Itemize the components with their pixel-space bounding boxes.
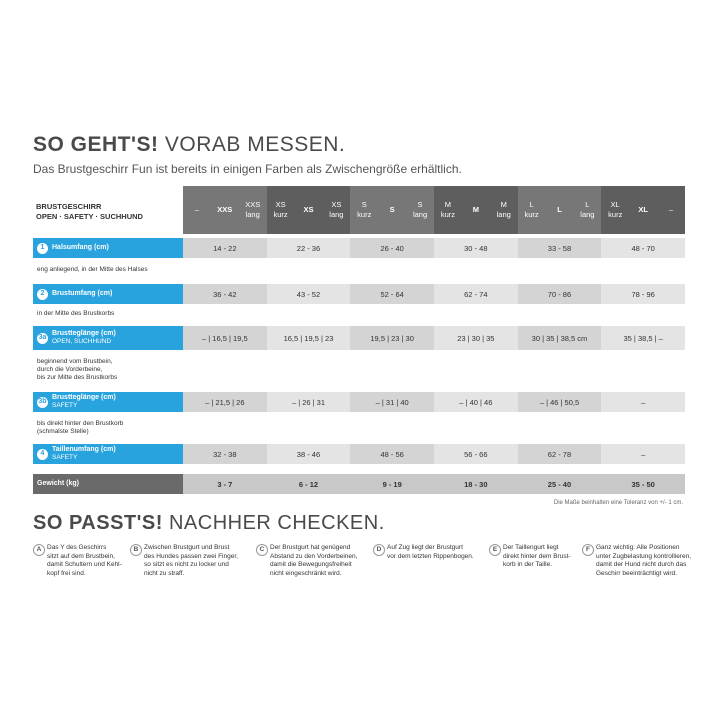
tip-item <box>582 544 691 578</box>
size-name: S <box>361 200 367 209</box>
size-name: L <box>585 200 590 209</box>
size-name: L <box>557 205 562 214</box>
table-row <box>33 238 685 258</box>
value-cell: 25 - 40 <box>518 474 602 494</box>
subtitle: Das Brustgeschirr Fun ist bereits in einigen Farben als Zwischengröße erhältlich. <box>33 162 462 176</box>
value-cell: 19,5 | 23 | 30 <box>350 326 434 350</box>
value-cell: 43 - 52 <box>267 284 351 304</box>
tip-text <box>373 544 474 561</box>
value-cell: 18 - 30 <box>434 474 518 494</box>
value-cell: 35 | 38,5 | – <box>601 326 685 350</box>
tip-letter-badge: E <box>489 544 501 556</box>
size-column-header <box>490 186 518 234</box>
size-column-header <box>239 186 267 234</box>
tip-text-line: damit der Hund nicht durch das <box>596 561 687 568</box>
tip-text-line: so sitzt es nicht zu locker und <box>144 561 229 568</box>
size-column-header <box>434 186 462 234</box>
table-row <box>33 284 685 304</box>
value-cell: 30 - 48 <box>434 238 518 258</box>
size-name: L <box>529 200 534 209</box>
size-variant: lang <box>245 210 260 219</box>
table-header <box>33 186 685 234</box>
value-cell: – | 40 | 46 <box>434 392 518 412</box>
size-name: XS <box>303 205 314 214</box>
value-cell: 56 - 66 <box>434 444 518 464</box>
size-variant: lang <box>329 210 344 219</box>
tip-text-line: des Hundes passen zwei Finger, <box>144 552 238 560</box>
row-label-text <box>37 392 116 412</box>
size-column-header <box>462 186 490 234</box>
value-cell: 62 - 78 <box>518 444 602 464</box>
tip-text-line: damit die Bewegungsfreiheit <box>270 561 352 568</box>
size-variant: lang <box>580 210 595 219</box>
size-name: XL <box>638 205 648 214</box>
header-label-line: BRUSTGESCHIRR <box>36 202 102 211</box>
row-label-name: Brustumfang (cm) <box>52 290 113 297</box>
size-name: S <box>417 200 423 209</box>
section-title-bold: SO PASST'S! <box>33 512 163 534</box>
value-cell: 26 - 40 <box>350 238 434 258</box>
size-variant: lang <box>496 210 511 219</box>
size-variant: lang <box>412 210 428 219</box>
size-column-header <box>211 186 239 234</box>
row-description: in der Mitte des Brustkorbs <box>37 310 115 317</box>
table-row <box>33 474 685 494</box>
value-cell: – <box>601 444 685 464</box>
size-variant: kurz <box>440 210 456 219</box>
size-column-header <box>267 186 295 234</box>
tip-letter-badge: B <box>130 544 142 556</box>
table-row <box>33 326 685 350</box>
size-name: XXS <box>217 205 233 214</box>
row-label <box>33 444 183 464</box>
size-name: S <box>389 205 395 214</box>
row-label-text <box>37 238 109 258</box>
row-label-variant: SAFETY <box>52 454 78 461</box>
tip-item <box>130 544 238 578</box>
row-label <box>33 392 183 412</box>
size-column-header <box>546 186 574 234</box>
tip-text-line: Auf Zug liegt der Brustgurt <box>387 544 463 551</box>
value-cell: 30 | 35 | 38,5 cm <box>518 326 602 350</box>
value-cell: – | 16,5 | 19,5 <box>183 326 267 350</box>
tip-text <box>256 544 357 578</box>
value-cell: – <box>601 392 685 412</box>
title-bold: SO GEHT'S! <box>33 133 159 156</box>
size-name: – <box>194 205 200 214</box>
size-column-header <box>183 186 211 234</box>
row-label-name: Halsumfang (cm) <box>52 244 109 251</box>
value-cell: 35 - 50 <box>601 474 685 494</box>
size-column-header <box>350 186 378 234</box>
size-name: M <box>444 200 452 209</box>
size-column-header <box>295 186 323 234</box>
step-number-badge: 3b <box>37 397 48 408</box>
row-label-variant: OPEN, SUCHHUND <box>52 338 112 345</box>
row-label-name: Brustteglänge (cm) <box>52 330 116 337</box>
title-rest: VORAB MESSEN. <box>164 133 346 156</box>
row-label <box>33 284 183 304</box>
row-description: (schmalste Stelle) <box>37 428 89 435</box>
size-name: M <box>500 200 507 209</box>
size-column-header <box>601 186 629 234</box>
row-description: durch die Vorderbeine, <box>37 366 103 373</box>
row-description: bis direkt hinter den Brustkorb <box>37 420 124 427</box>
tip-text-line: nicht eingeschränkt wird. <box>270 569 342 577</box>
value-cell: – | 31 | 40 <box>350 392 434 412</box>
tip-letter-badge: A <box>33 544 45 556</box>
tip-text-line: Der Taillengurt liegt <box>503 544 559 551</box>
tip-item <box>33 544 122 578</box>
value-cell: 14 - 22 <box>183 238 267 258</box>
tip-text-line: Der Brustgurt hat genügend <box>270 544 351 551</box>
size-variant: kurz <box>608 210 623 219</box>
value-cell: – | 21,5 | 26 <box>183 392 267 412</box>
row-label-text <box>37 444 116 464</box>
table-row <box>33 392 685 412</box>
step-number-badge: 2 <box>37 289 48 300</box>
row-label-variant: SAFETY <box>52 402 78 409</box>
row-label <box>33 238 183 258</box>
tip-text-line: nicht zu straff. <box>144 569 185 577</box>
tip-text-line: Zwischen Brustgurt und Brust <box>144 544 230 551</box>
tip-text-line: korb in der Taille. <box>503 561 553 568</box>
page-title <box>33 133 345 157</box>
tip-item <box>373 544 474 561</box>
value-cell: 6 - 12 <box>267 474 351 494</box>
tip-text-line: damit Schultern und Kehl- <box>47 561 122 568</box>
size-column-header <box>657 186 685 234</box>
step-number-badge: 3a <box>37 333 48 344</box>
value-cell: 78 - 96 <box>601 284 685 304</box>
size-name: M <box>472 205 479 214</box>
tip-text <box>489 544 571 570</box>
tip-text-line: vor dem letzten Rippenbogen. <box>387 552 474 560</box>
tip-text-line: unter Zugbelastung kontrollieren, <box>596 552 692 560</box>
tip-text-line: Abstand zu den Vorderbeinen, <box>270 552 358 560</box>
tip-text-line: direkt hinter dem Brust- <box>503 552 571 560</box>
value-cell: 36 - 42 <box>183 284 267 304</box>
step-number-badge: 1 <box>37 243 48 254</box>
tip-text-line: Ganz wichtig: Alle Positionen <box>596 544 680 551</box>
size-variant: kurz <box>357 210 372 219</box>
value-cell: 23 | 30 | 35 <box>434 326 518 350</box>
row-label <box>33 326 183 350</box>
tolerance-note: Die Maße beinhalten eine Toleranz von +/- 1 cm. <box>553 500 683 506</box>
size-variant: kurz <box>273 210 288 219</box>
size-name: XS <box>275 200 286 209</box>
tip-letter-badge: D <box>373 544 385 556</box>
section-title <box>33 512 385 535</box>
table-row <box>33 444 685 464</box>
value-cell: 16,5 | 19,5 | 23 <box>267 326 351 350</box>
value-cell: 32 - 38 <box>183 444 267 464</box>
section-title-rest: NACHHER CHECKEN. <box>168 512 385 534</box>
value-cell: 70 - 86 <box>518 284 602 304</box>
header-label-line: OPEN · SAFETY · SUCHHUND <box>36 212 143 221</box>
size-column-header <box>573 186 601 234</box>
tip-text-line: kopf frei sind. <box>47 569 86 577</box>
row-label-text <box>37 284 112 304</box>
tip-text-line: Das Y des Geschirrs <box>47 544 107 551</box>
header-label <box>33 186 183 234</box>
value-cell: 3 - 7 <box>183 474 267 494</box>
value-cell: 48 - 70 <box>601 238 685 258</box>
size-column-header <box>629 186 657 234</box>
row-label-name: Taillenumfang (cm) <box>52 446 116 453</box>
tip-text-line: sitzt auf dem Brustbein, <box>47 552 115 560</box>
value-cell: 52 - 64 <box>350 284 434 304</box>
tip-text <box>33 544 122 578</box>
tip-letter-badge: C <box>256 544 268 556</box>
row-label <box>33 474 183 494</box>
tip-item <box>489 544 571 570</box>
row-description: beginnend vom Brustbein, <box>37 358 113 365</box>
size-name: – <box>668 205 674 214</box>
size-column-header <box>518 186 546 234</box>
row-label-text <box>37 326 116 350</box>
value-cell: 38 - 46 <box>267 444 351 464</box>
value-cell: 22 - 36 <box>267 238 351 258</box>
tip-text-line: Geschirr beeinträchtigt wird. <box>596 569 677 577</box>
value-cell: 62 - 74 <box>434 284 518 304</box>
step-number-badge: 4 <box>37 449 48 460</box>
value-cell: – | 26 | 31 <box>267 392 351 412</box>
value-cell: 48 - 56 <box>350 444 434 464</box>
size-column-header <box>406 186 434 234</box>
value-cell: 33 - 58 <box>518 238 602 258</box>
row-label-name: Brustteglänge (cm) <box>52 394 116 401</box>
tip-item <box>256 544 357 578</box>
row-label-name: Gewicht (kg) <box>37 480 80 487</box>
value-cell: 9 - 19 <box>350 474 434 494</box>
value-cell: – | 46 | 50,5 <box>518 392 602 412</box>
size-name: XL <box>610 200 620 209</box>
size-column-header <box>378 186 406 234</box>
row-description: bis zur Mitte des Brustkorbs <box>37 374 118 381</box>
size-variant: kurz <box>524 210 539 219</box>
row-description: eng anliegend, in der Mitte des Halses <box>37 266 148 273</box>
size-column-header <box>322 186 350 234</box>
size-name: XXS <box>245 200 261 209</box>
size-name: XS <box>331 200 342 209</box>
tip-text <box>582 544 691 578</box>
row-label-text <box>37 474 79 494</box>
tip-text <box>130 544 238 578</box>
tip-letter-badge: F <box>582 544 594 556</box>
